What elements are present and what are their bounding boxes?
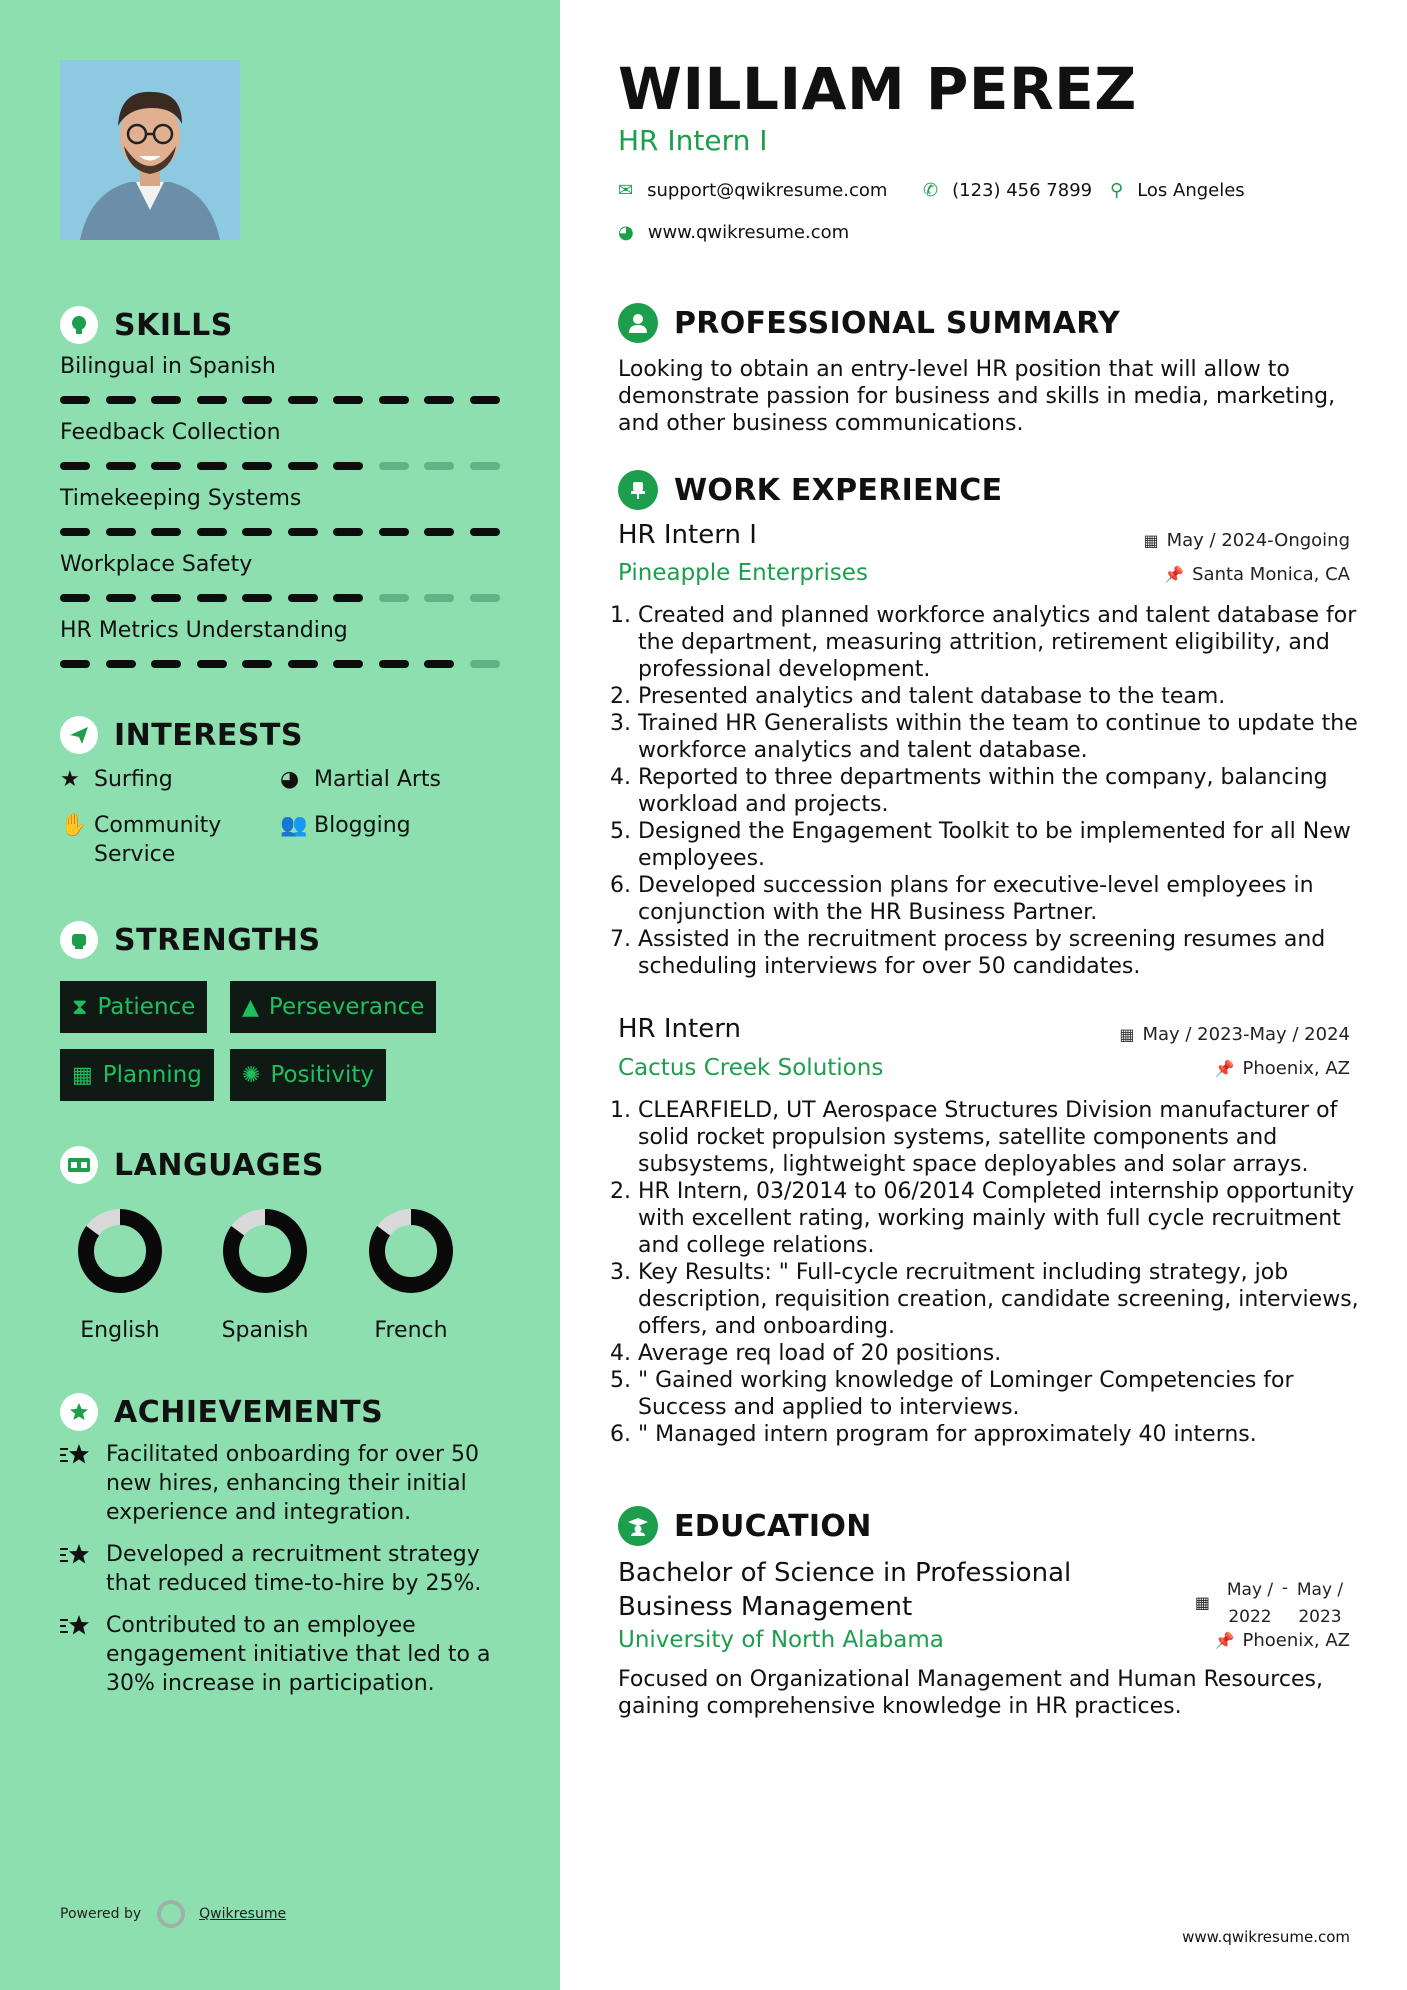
paper-plane-icon <box>60 716 98 754</box>
skill-level-bar <box>60 462 500 470</box>
powered-by <box>60 1900 286 1928</box>
interest-label: Martial Arts <box>314 767 442 792</box>
skill-dash-empty <box>424 462 454 470</box>
section-title: ACHIEVEMENTS <box>114 1394 384 1430</box>
language-item <box>205 1206 325 1343</box>
skill-dash-filled <box>333 462 363 470</box>
contact-website[interactable] <box>618 222 849 243</box>
interest-label: Community Service <box>94 813 222 867</box>
experience-heading <box>618 470 1002 510</box>
skill-dash-filled <box>424 396 454 404</box>
skill-dash-empty <box>470 594 500 602</box>
skill-dash-filled <box>379 528 409 536</box>
education-description: Focused on Organizational Management and Human Resources, gaining comprehensive knowledge in HR practices. <box>618 1667 1323 1719</box>
skill-dash-filled <box>379 396 409 404</box>
job-bullet: 4. Reported to three departments within the company, balancing workload and projects. <box>610 765 1328 817</box>
job-bullet: 2. Presented analytics and talent database to the team. <box>610 684 1226 709</box>
skill-dash-filled <box>197 462 227 470</box>
skill-name: Bilingual in Spanish <box>60 354 276 379</box>
website-text: www.qwikresume.com <box>647 222 850 243</box>
job-title: HR Intern I <box>618 520 757 550</box>
job-bullet: 7. Assisted in the recruitment process by screening resumes and scheduling interviews for over 50 candidates. <box>610 927 1326 979</box>
job-location <box>1215 1058 1350 1079</box>
skill-dash-filled <box>242 594 272 602</box>
job-bullets <box>610 602 1363 980</box>
language-item <box>60 1206 180 1343</box>
skill-dash-filled <box>242 396 272 404</box>
skill-dash-filled <box>242 462 272 470</box>
phone-icon: ✆ <box>923 180 939 201</box>
skill-dash-filled <box>288 594 318 602</box>
skill-item <box>60 418 500 470</box>
job-bullet: 2. HR Intern, 03/2014 to 06/2014 Completed internship opportunity with excellent rating, working mainly with full cycle recruitment and college relations. <box>610 1179 1355 1258</box>
sun-icon: ✺ <box>242 1062 261 1088</box>
job-bullet: 6. " Managed intern program for approximately 40 interns. <box>610 1422 1257 1447</box>
calendar-icon: ▦ <box>72 1062 93 1088</box>
skill-dash-filled <box>424 660 454 668</box>
section-title: STRENGTHS <box>114 922 321 958</box>
star-burst-icon <box>60 1440 106 1527</box>
globe-icon: ◕ <box>618 222 634 243</box>
skill-level-bar <box>60 396 500 404</box>
language-name: Spanish <box>221 1318 309 1343</box>
skill-dash-empty <box>424 594 454 602</box>
skill-dash-filled <box>60 594 90 602</box>
translate-icon <box>60 1146 98 1184</box>
skill-dash-filled <box>106 396 136 404</box>
star-burst-icon <box>60 1540 106 1598</box>
skill-name: Feedback Collection <box>60 420 281 445</box>
skill-dash-filled <box>242 528 272 536</box>
section-title: EDUCATION <box>674 1508 872 1544</box>
calendar-icon: ▦ <box>1194 1593 1210 1612</box>
skill-dash-filled <box>60 528 90 536</box>
main-content <box>560 0 1407 1990</box>
education-start <box>1220 1577 1280 1631</box>
strengths-heading <box>60 921 321 959</box>
interest-item <box>60 765 173 794</box>
language-item <box>351 1206 471 1343</box>
strength-label: Patience <box>97 994 196 1020</box>
achievement-item <box>60 1440 510 1527</box>
education-location <box>1215 1630 1350 1651</box>
achievement-text: Contributed to an employee engagement initiative that led to a 30% increase in participation. <box>106 1613 491 1696</box>
graduate-icon <box>618 1506 658 1546</box>
education-school: University of North Alabama <box>618 1627 944 1653</box>
email-text: support@qwikresume.com <box>647 180 888 201</box>
education-end <box>1290 1577 1350 1631</box>
strength-label: Perseverance <box>268 994 425 1020</box>
skill-dash-filled <box>151 528 181 536</box>
skill-dash-filled <box>333 594 363 602</box>
section-title: INTERESTS <box>114 717 303 753</box>
skill-item <box>60 352 500 404</box>
skill-level-bar <box>60 660 500 668</box>
skill-dash-filled <box>288 528 318 536</box>
job-location <box>1164 564 1350 585</box>
skill-dash-empty <box>379 462 409 470</box>
skill-dash-empty <box>379 594 409 602</box>
skill-dash-filled <box>470 396 500 404</box>
candidate-title: HR Intern I <box>618 124 768 157</box>
skill-dash-filled <box>197 594 227 602</box>
education-degree: Bachelor of Science in Professional Business Management <box>618 1558 1072 1622</box>
section-title: LANGUAGES <box>114 1147 324 1183</box>
job-bullets <box>610 1097 1363 1448</box>
interest-item <box>60 811 250 869</box>
achievement-item <box>60 1611 510 1698</box>
interest-label: Surfing <box>94 767 173 792</box>
job-bullet: 3. Key Results: " Full-cycle recruitment including strategy, job description, requisition creation, candidate screening, interviews, offers, and onboarding. <box>610 1260 1359 1339</box>
job-bullet: 1. Created and planned workforce analytics and talent database for the department, measuring attrition, retirement eligibility, and professional development. <box>610 603 1357 682</box>
skill-dash-filled <box>151 396 181 404</box>
lightbulb-icon <box>60 306 98 344</box>
section-title: PROFESSIONAL SUMMARY <box>674 305 1121 341</box>
sidebar <box>0 0 560 1990</box>
phone-text: (123) 456 7899 <box>952 180 1093 201</box>
job-bullet: 5. " Gained working knowledge of Lominger Competencies for Success and applied to interviews. <box>610 1368 1294 1420</box>
job-bullet: 5. Designed the Engagement Toolkit to be implemented for all New employees. <box>610 819 1351 871</box>
strength-badge <box>230 981 436 1033</box>
skills-heading <box>60 306 233 344</box>
users-icon: 👥 <box>280 813 308 838</box>
interest-label: Blogging <box>314 813 411 838</box>
job-dates <box>1119 1024 1350 1045</box>
envelope-icon: ✉ <box>618 180 634 201</box>
globe-icon: ◕ <box>280 767 300 792</box>
skill-dash-filled <box>151 594 181 602</box>
skill-name: Workplace Safety <box>60 552 253 577</box>
skill-name: HR Metrics Understanding <box>60 618 348 643</box>
footer-url[interactable]: www.qwikresume.com <box>1182 1928 1350 1946</box>
skill-dash-filled <box>288 396 318 404</box>
job-bullet: 3. Trained HR Generalists within the team to continue to update the workforce analytics and talent database. <box>610 711 1358 763</box>
contact-phone[interactable] <box>923 180 1092 201</box>
job-company: Pineapple Enterprises <box>618 560 868 586</box>
achievement-item <box>60 1540 510 1598</box>
strength-badge <box>60 1049 214 1101</box>
skill-dash-filled <box>197 396 227 404</box>
education-end-year: 2023 <box>1298 1607 1342 1627</box>
powered-by-label: Powered by <box>60 1906 142 1922</box>
calendar-icon: ▦ <box>1119 1025 1135 1044</box>
education-date-separator: - <box>1281 1578 1289 1598</box>
skill-dash-filled <box>151 462 181 470</box>
skill-dash-filled <box>106 594 136 602</box>
education-end-month: May / <box>1296 1580 1344 1600</box>
skill-dash-filled <box>106 528 136 536</box>
star-badge-icon <box>60 1393 98 1431</box>
language-level-ring <box>366 1206 456 1296</box>
skill-dash-filled <box>106 660 136 668</box>
skill-dash-filled <box>333 528 363 536</box>
job-title: HR Intern <box>618 1014 741 1044</box>
star-icon: ★ <box>60 767 80 792</box>
summary-text: Looking to obtain an entry-level HR position that will allow to demonstrate passion for business and skills in media, marketing, and other business communications. <box>618 357 1336 436</box>
languages-heading <box>60 1146 324 1184</box>
education-start-year: 2022 <box>1228 1607 1272 1627</box>
education-start-month: May / <box>1226 1580 1274 1600</box>
language-level-ring <box>75 1206 165 1296</box>
skill-name: Timekeeping Systems <box>60 486 302 511</box>
skill-dash-empty <box>470 660 500 668</box>
section-title: WORK EXPERIENCE <box>674 472 1003 508</box>
qwikresume-logo-icon <box>157 1900 185 1928</box>
star-burst-icon <box>60 1611 106 1698</box>
location-text: Los Angeles <box>1137 180 1245 201</box>
skill-item <box>60 616 500 668</box>
interest-item <box>280 811 411 840</box>
achievements-heading <box>60 1393 383 1431</box>
education-heading <box>618 1506 872 1546</box>
chair-icon <box>618 470 658 510</box>
skill-dash-filled <box>60 660 90 668</box>
achievement-text: Facilitated onboarding for over 50 new hires, enhancing their initial experience and integration. <box>106 1442 480 1525</box>
interests-heading <box>60 716 303 754</box>
skill-dash-filled <box>60 396 90 404</box>
job-location-text: Santa Monica, CA <box>1192 564 1350 585</box>
skill-dash-filled <box>379 660 409 668</box>
skill-dash-filled <box>424 528 454 536</box>
skill-dash-empty <box>470 462 500 470</box>
skill-level-bar <box>60 594 500 602</box>
skill-dash-filled <box>470 528 500 536</box>
skill-dash-filled <box>242 660 272 668</box>
qwikresume-link[interactable]: Qwikresume <box>199 1906 287 1922</box>
education-dates <box>1195 1577 1350 1631</box>
strength-label: Planning <box>102 1062 202 1088</box>
job-dates-text: May / 2024-Ongoing <box>1166 530 1350 551</box>
user-icon <box>618 303 658 343</box>
calendar-icon: ▦ <box>1143 531 1159 550</box>
mountain-icon: ▲ <box>242 994 259 1020</box>
strength-label: Positivity <box>270 1062 374 1088</box>
job-bullet: 1. CLEARFIELD, UT Aerospace Structures Division manufacturer of solid rocket propulsion systems, satellite components and subsystems, lightweight space deployables and solar arrays. <box>610 1098 1338 1177</box>
map-pin-icon: ⚲ <box>1110 180 1124 201</box>
job-location-text: Phoenix, AZ <box>1242 1058 1350 1079</box>
interest-item <box>280 765 441 794</box>
contact-location <box>1110 180 1245 201</box>
strength-badge <box>60 981 207 1033</box>
skill-level-bar <box>60 528 500 536</box>
pushpin-icon: 📌 <box>1214 1059 1235 1078</box>
skill-dash-filled <box>151 660 181 668</box>
skill-dash-filled <box>333 396 363 404</box>
pushpin-icon: 📌 <box>1164 565 1185 584</box>
skill-dash-filled <box>288 660 318 668</box>
language-name: French <box>374 1318 448 1343</box>
pushpin-icon: 📌 <box>1214 1631 1235 1650</box>
candidate-name: WILLIAM PEREZ <box>618 55 1137 123</box>
summary-heading <box>618 303 1120 343</box>
hourglass-icon: ⧗ <box>72 994 88 1020</box>
skill-dash-filled <box>60 462 90 470</box>
skill-dash-filled <box>197 528 227 536</box>
job-bullet: 6. Developed succession plans for executive-level employees in conjunction with the HR Business Partner. <box>610 873 1314 925</box>
skill-dash-filled <box>197 660 227 668</box>
fist-icon <box>60 921 98 959</box>
skill-dash-filled <box>106 462 136 470</box>
job-company: Cactus Creek Solutions <box>618 1055 884 1081</box>
skill-item <box>60 484 500 536</box>
job-dates <box>1144 530 1351 551</box>
education-location-text: Phoenix, AZ <box>1242 1630 1350 1651</box>
section-title: SKILLS <box>114 307 233 343</box>
achievement-text: Developed a recruitment strategy that reduced time-to-hire by 25%. <box>106 1542 482 1596</box>
language-level-ring <box>220 1206 310 1296</box>
hand-icon: ✋ <box>60 813 88 838</box>
skill-dash-filled <box>333 660 363 668</box>
contact-email[interactable] <box>618 180 887 201</box>
profile-photo <box>60 60 240 240</box>
job-dates-text: May / 2023-May / 2024 <box>1142 1024 1350 1045</box>
skill-item <box>60 550 500 602</box>
job-bullet: 4. Average req load of 20 positions. <box>610 1341 1002 1366</box>
language-name: English <box>80 1318 160 1343</box>
skill-dash-filled <box>288 462 318 470</box>
strength-badge <box>230 1049 386 1101</box>
